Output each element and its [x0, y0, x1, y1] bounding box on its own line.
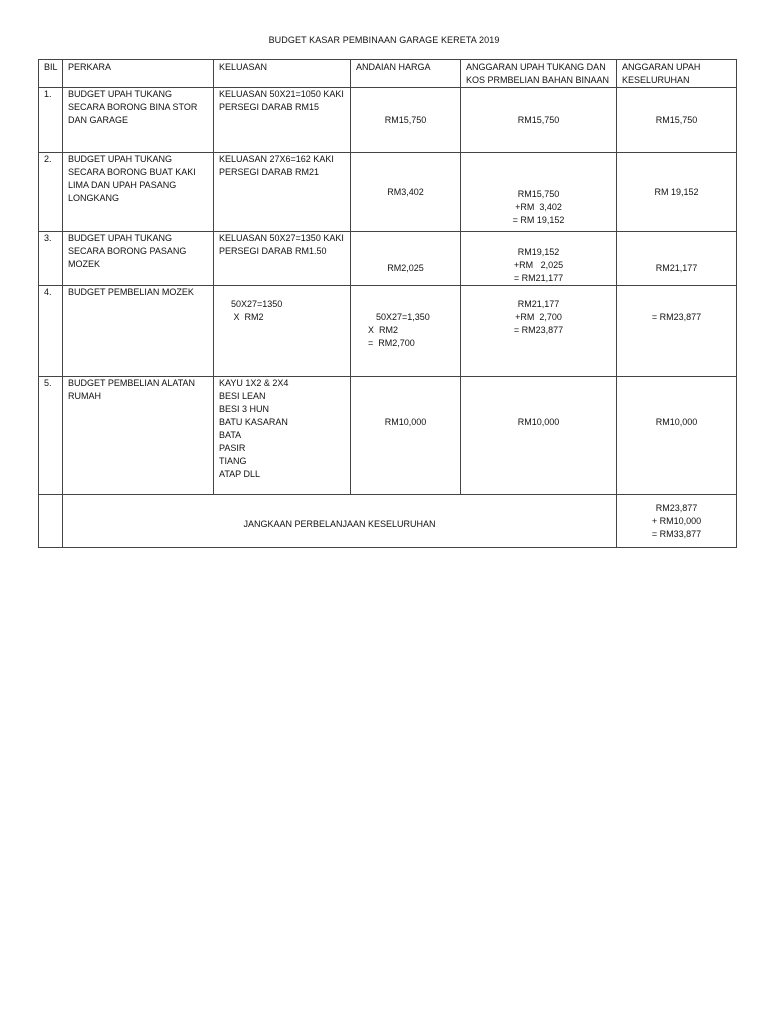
header-bil: BIL — [39, 60, 63, 88]
table-row — [39, 286, 737, 377]
row-keluasan: KELUASAN 50X27=1350 KAKI PERSEGI DARAB RM1.50 — [214, 232, 351, 286]
row-keseluruhan: RM10,000 — [617, 377, 737, 495]
page-title: BUDGET KASAR PEMBINAAN GARAGE KERETA 2019 — [268, 35, 500, 45]
row-keseluruhan: RM21,177 — [617, 232, 737, 286]
row-keluasan: KELUASAN 50X21=1050 KAKI PERSEGI DARAB RM15 — [214, 88, 351, 153]
header-anggaran-keseluruhan: ANGGARAN UPAH KESELURUHAN — [617, 60, 737, 88]
row-keluasan: KAYU 1X2 & 2X4 BESI LEAN BESI 3 HUN BATU KASARAN BATA PASIR TIANG ATAP DLL — [214, 377, 351, 495]
row-anggaran-kos: RM15,750 +RM 3,402 = RM 19,152 — [461, 153, 617, 232]
total-bil — [39, 495, 63, 548]
row-keseluruhan: RM15,750 — [617, 88, 737, 153]
row-perkara: BUDGET UPAH TUKANG SECARA BORONG BINA STOR DAN GARAGE — [63, 88, 214, 153]
table-row — [39, 88, 737, 153]
row-keluasan: 50X27=1350 X RM2 — [214, 286, 351, 377]
row-anggaran-kos: RM10,000 — [461, 377, 617, 495]
row-andaian: RM15,750 — [351, 88, 461, 153]
row-perkara: BUDGET PEMBELIAN ALATAN RUMAH — [63, 377, 214, 495]
row-bil: 4. — [39, 286, 63, 377]
row-perkara: BUDGET UPAH TUKANG SECARA BORONG PASANG MOZEK — [63, 232, 214, 286]
row-anggaran-kos: RM21,177 +RM 2,700 = RM23,877 — [461, 286, 617, 377]
row-bil: 2. — [39, 153, 63, 232]
total-row — [39, 495, 737, 548]
row-bil: 5. — [39, 377, 63, 495]
budget-table — [38, 59, 737, 548]
row-andaian: RM10,000 — [351, 377, 461, 495]
row-keseluruhan: = RM23,877 — [617, 286, 737, 377]
row-andaian: RM3,402 — [351, 153, 461, 232]
table-header-row — [39, 60, 737, 88]
row-bil: 1. — [39, 88, 63, 153]
header-perkara: PERKARA — [63, 60, 214, 88]
row-perkara: BUDGET UPAH TUKANG SECARA BORONG BUAT KAKI LIMA DAN UPAH PASANG LONGKANG — [63, 153, 214, 232]
row-keluasan: KELUASAN 27X6=162 KAKI PERSEGI DARAB RM21 — [214, 153, 351, 232]
table-row — [39, 232, 737, 286]
header-andaian-harga: ANDAIAN HARGA — [351, 60, 461, 88]
total-label: JANGKAAN PERBELANJAAN KESELURUHAN — [63, 495, 617, 548]
row-anggaran-kos: RM15,750 — [461, 88, 617, 153]
row-anggaran-kos: RM19,152 +RM 2,025 = RM21,177 — [461, 232, 617, 286]
header-anggaran-kos: ANGGARAN UPAH TUKANG DAN KOS PRMBELIAN BAHAN BINAAN — [461, 60, 617, 88]
header-keluasan: KELUASAN — [214, 60, 351, 88]
row-andaian: RM2,025 — [351, 232, 461, 286]
row-andaian: 50X27=1,350 X RM2 = RM2,700 — [351, 286, 461, 377]
row-perkara: BUDGET PEMBELIAN MOZEK — [63, 286, 214, 377]
table-row — [39, 377, 737, 495]
total-amount: RM23,877 + RM10,000 = RM33,877 — [617, 495, 737, 548]
row-bil: 3. — [39, 232, 63, 286]
row-keseluruhan: RM 19,152 — [617, 153, 737, 232]
table-row — [39, 153, 737, 232]
